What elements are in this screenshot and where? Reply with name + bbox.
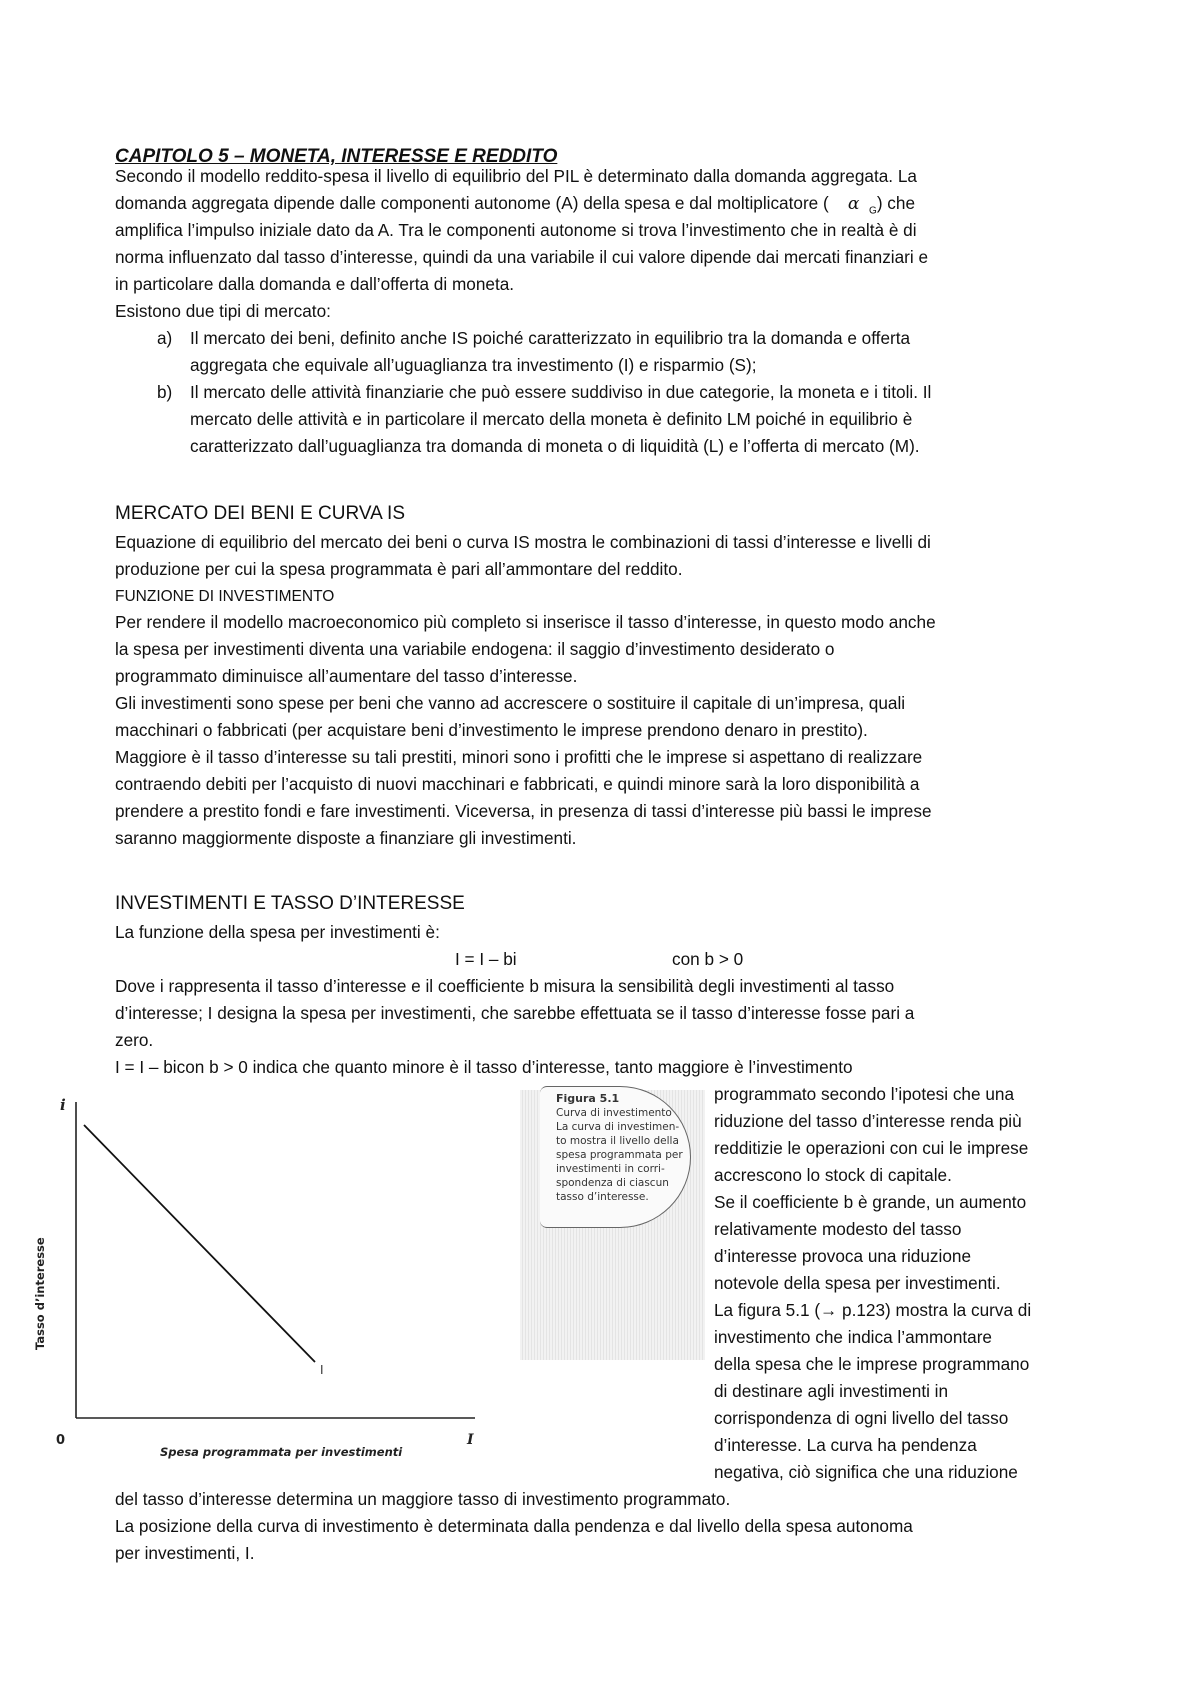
section2-p-line-1: Dove i rappresenta il tasso d’interesse e il coefficiente b misura la sensibilità degli investimenti al tasso (115, 976, 895, 996)
investment-curve-figure (20, 1080, 500, 1480)
side-line-10: investimento che indica l’ammontare (714, 1327, 992, 1347)
caption-figure-number: Figura 5.1 (556, 1092, 620, 1105)
side-line-14: d’interesse. La curva ha pendenza (714, 1435, 977, 1455)
caption-line-5: investimenti in corri- (556, 1163, 665, 1175)
section1-p-line-7: contraendo debiti per l’acquisto di nuovi macchinari e fabbricati, e quindi minore sarà la loro disponibilità a (115, 774, 920, 794)
side-line-5: Se il coefficiente b è grande, un aumento (714, 1192, 1027, 1212)
section2-p-line-3: zero. (115, 1030, 154, 1050)
side-line-15: negativa, ciò significa che una riduzione (714, 1462, 1018, 1482)
caption-line-1: Curva di investimento (556, 1107, 672, 1119)
x-axis-label: Spesa programmata per investimenti (160, 1445, 403, 1459)
intro-line-4: norma influenzato dal tasso d’interesse, quindi da una variabile il cui valore dipende dai mercati finanziari e (115, 247, 929, 267)
subheading-funzione: FUNZIONE DI INVESTIMENTO (115, 588, 335, 605)
side-line-9: La figura 5.1 (→ p.123) mostra la curva di (714, 1300, 1032, 1320)
investment-curve (84, 1125, 315, 1362)
section2-p-line-4: I = I – bicon b > 0 indica che quanto minore è il tasso d’interesse, tanto maggiore è l’investimento (115, 1057, 853, 1077)
caption-line-3: to mostra il livello della (556, 1135, 679, 1147)
section2-p2-line-1: del tasso d’interesse determina un maggiore tasso di investimento programmato. (115, 1489, 731, 1509)
intro-line-2: domanda aggregata dipende dalle componenti autonome (A) della spesa e dal moltiplicatore ( α $_G$) che (115, 193, 916, 217)
list-label-a: a) (157, 328, 173, 348)
side-line-8: notevole della spesa per investimenti. (714, 1273, 1001, 1293)
section2-p-line-2: d’interesse; I designa la spesa per investimenti, che sarebbe effettuata se il tasso d’interesse fosse pari a (115, 1003, 915, 1023)
section1-p-line-6: Maggiore è il tasso d’interesse su tali prestiti, minori sono i profitti che le imprese si aspettano di realizzare (115, 747, 923, 767)
intro-line-1: Secondo il modello reddito-spesa il livello di equilibrio del PIL è determinato dalla domanda aggregata. La (115, 166, 917, 186)
section-heading-investimenti: INVESTIMENTI E TASSO D’INTERESSE (115, 893, 465, 914)
section1-line-1: Equazione di equilibrio del mercato dei beni o curva IS mostra le combinazioni di tassi d’interesse e livelli di (115, 532, 931, 552)
formula-condition: con b > 0 (672, 949, 744, 969)
list-b-line-3: caratterizzato dall’uguaglianza tra domanda di moneta o di liquidità (L) e l’offerta di mercato (M). (190, 436, 920, 456)
list-b-line-2: mercato delle attività e in particolare il mercato della moneta è definito LM poiché in equilibrio è (190, 409, 913, 429)
y-axis-letter: i (60, 1096, 66, 1114)
side-line-11: della spesa che le imprese programmano (714, 1354, 1030, 1374)
side-line-12: di destinare agli investimenti in (714, 1381, 949, 1401)
list-a-line-1: Il mercato dei beni, definito anche IS poiché caratterizzato in equilibrio tra la domanda e offerta (190, 328, 911, 348)
alpha-symbol: α (847, 194, 860, 214)
section1-p-line-1: Per rendere il modello macroeconomico più completo si inserisce il tasso d’interesse, in questo modo anche (115, 612, 936, 632)
origin-label: 0 (56, 1433, 66, 1448)
section2-p2-line-2: La posizione della curva di investimento è determinata dalla pendenza e dal livello della spesa autonoma (115, 1516, 913, 1536)
intro-line-6: Esistono due tipi di mercato: (115, 301, 331, 321)
chapter-title: CAPITOLO 5 – MONETA, INTERESSE E REDDITO (115, 146, 558, 167)
section2-p2-line-3: per investimenti, I. (115, 1543, 255, 1563)
caption-line-6: spondenza di ciascun (556, 1177, 669, 1189)
side-line-13: corrispondenza di ogni livello del tasso (714, 1408, 1009, 1428)
caption-line-7: tasso d’interesse. (556, 1191, 649, 1203)
side-line-2: riduzione del tasso d’interesse renda più (714, 1111, 1022, 1131)
section1-p-line-3: programmato diminuisce all’aumentare del tasso d’interesse. (115, 666, 578, 686)
curve-label: I (320, 1363, 324, 1377)
section1-p-line-4: Gli investimenti sono spese per beni che vanno ad accrescere o sostituire il capitale di un’impresa, quali (115, 693, 906, 713)
y-axis-label: Tasso d’interesse (33, 1237, 47, 1350)
caption-line-4: spesa programmata per (556, 1149, 683, 1161)
section1-p-line-2: la spesa per investimenti diventa una variabile endogena: il saggio d’investimento desiderato o (115, 639, 835, 659)
section1-p-line-5: macchinari o fabbricati (per acquistare beni d’investimento le imprese prendono denaro in prestito). (115, 720, 868, 740)
side-line-1: programmato secondo l’ipotesi che una (714, 1084, 1015, 1104)
list-a-line-2: aggregata che equivale all’uguaglianza tra investimento (I) e risparmio (S); (190, 355, 757, 375)
section1-line-2: produzione per cui la spesa programmata è pari all’ammontare del reddito. (115, 559, 683, 579)
list-label-b: b) (157, 382, 173, 402)
x-axis-letter: I (467, 1432, 474, 1448)
side-line-6: relativamente modesto del tasso (714, 1219, 962, 1239)
side-line-4: accrescono lo stock di capitale. (714, 1165, 952, 1185)
caption-line-2: La curva di investimen- (556, 1121, 680, 1133)
section1-p-line-9: saranno maggiormente disposte a finanziare gli investimenti. (115, 828, 577, 848)
section2-line-1: La funzione della spesa per investimenti è: (115, 922, 440, 942)
formula: I = I – bi (455, 949, 517, 969)
side-line-3: redditizie le operazioni con cui le imprese (714, 1138, 1029, 1158)
section1-p-line-8: prendere a prestito fondi e fare investimenti. Viceversa, in presenza di tassi d’interesse più bassi le imprese (115, 801, 932, 821)
section-heading-is: MERCATO DEI BENI E CURVA IS (115, 503, 405, 524)
intro-line-3: amplifica l’impulso iniziale dato da A. Tra le componenti autonome si trova l’investimento che in realtà è di (115, 220, 917, 240)
intro-line-5: in particolare dalla domanda e dall’offerta di moneta. (115, 274, 515, 294)
side-line-7: d’interesse provoca una riduzione (714, 1246, 972, 1266)
list-b-line-1: Il mercato delle attività finanziarie che può essere suddiviso in due categorie, la moneta e i titoli. Il (190, 382, 932, 402)
